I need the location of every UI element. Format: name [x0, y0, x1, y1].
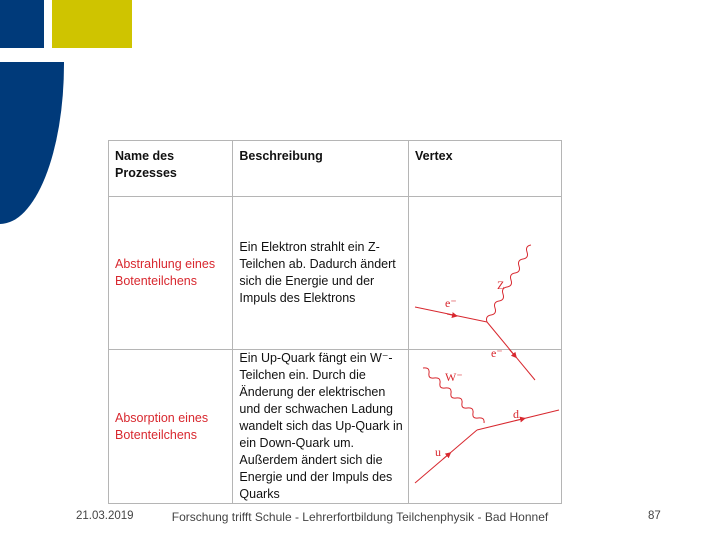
outgoing-label: d [513, 407, 519, 421]
process-table [108, 140, 562, 504]
boson-wavy-line [487, 245, 532, 322]
page-number: 87 [648, 510, 661, 522]
table-row [109, 350, 562, 504]
process-name: Abstrahlung eines Botenteilchens [109, 197, 233, 350]
emission-vertex-diagram [409, 197, 561, 360]
decor-blue-band [0, 62, 64, 224]
process-name: Absorption eines Botenteilchens [109, 350, 233, 504]
vertex-cell [409, 197, 562, 360]
incoming-label: u [435, 445, 441, 459]
process-description: Ein Up-Quark fängt ein W⁻-Teilchen ein. Durch die Änderung der elektrischen und der schwachen Ladung wandelt sich das Up-Quark in ein Down-Quark um. Außerdem ändert sich die Energie und der Impuls des Quarks [233, 350, 409, 504]
footer-date: 21.03.2019 [76, 510, 134, 522]
table-row [109, 197, 562, 350]
vertex-cell [409, 350, 562, 504]
decor-yellow-square [52, 0, 132, 48]
footer-title: Forschung trifft Schule - Lehrerfortbildung Teilchenphysik - Bad Honnef [171, 510, 549, 524]
header-vertex: Vertex [409, 141, 562, 197]
table-header-row [109, 141, 562, 197]
boson-label: Z [497, 278, 505, 292]
absorption-vertex-diagram [409, 350, 561, 503]
process-description: Ein Elektron strahlt ein Z-Teilchen ab. Dadurch ändert sich die Energie und der Impuls des Elektrons [233, 197, 409, 350]
outgoing-label: e⁻ [491, 346, 503, 360]
boson-label: W⁻ [445, 370, 463, 384]
arrow-icon [443, 454, 449, 459]
decor-blue-square [0, 0, 44, 48]
incoming-label: e⁻ [445, 296, 457, 310]
header-description: Beschreibung [233, 141, 409, 197]
header-process: Name des Prozesses [109, 141, 233, 197]
